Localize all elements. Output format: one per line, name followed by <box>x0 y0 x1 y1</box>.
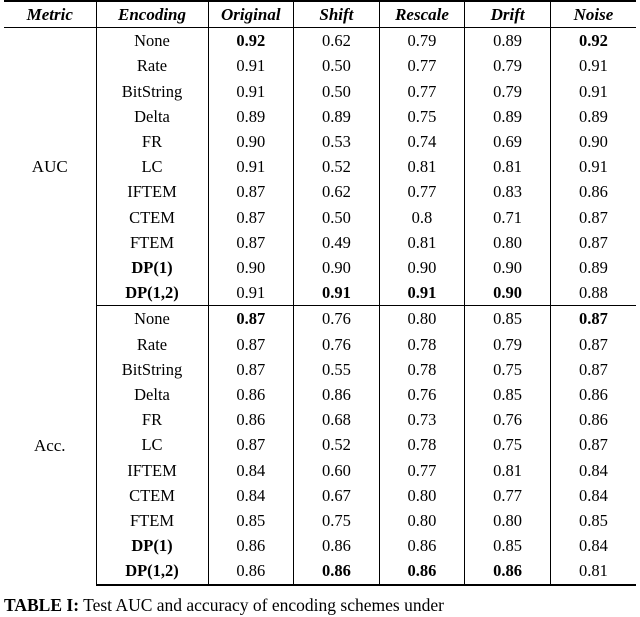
value-cell: 0.8 <box>379 205 465 230</box>
encoding-cell: DP(1,2) <box>96 558 208 584</box>
encoding-cell: BitString <box>96 79 208 104</box>
value-cell: 0.77 <box>379 458 465 483</box>
encoding-cell: DP(1) <box>96 255 208 280</box>
table-row <box>4 104 636 129</box>
value-cell: 0.84 <box>208 483 294 508</box>
metric-cell: Acc. <box>4 306 96 585</box>
value-cell: 0.75 <box>294 508 380 533</box>
value-cell: 0.76 <box>294 332 380 357</box>
value-cell: 0.62 <box>294 28 380 54</box>
value-cell: 0.90 <box>579 132 608 152</box>
column-header-encoding: Encoding <box>96 1 208 28</box>
value-cell: 0.86 <box>465 558 551 584</box>
encoding-cell: FR <box>96 407 208 432</box>
value-cell: 0.77 <box>465 483 551 508</box>
table-row <box>4 306 636 332</box>
value-cell: 0.89 <box>579 258 608 278</box>
value-cell: 0.50 <box>294 53 380 78</box>
value-cell: 0.75 <box>465 432 551 457</box>
value-cell: 0.79 <box>465 53 551 78</box>
table-caption <box>4 595 636 617</box>
value-cell: 0.86 <box>208 533 294 558</box>
encoding-cell: CTEM <box>96 205 208 230</box>
column-header-noise: Noise <box>550 1 636 28</box>
value-cell: 0.91 <box>379 280 465 306</box>
value-cell: 0.87 <box>579 232 608 252</box>
value-cell: 0.85 <box>465 382 551 407</box>
value-cell: 0.90 <box>465 255 551 280</box>
encoding-cell: Rate <box>96 332 208 357</box>
value-cell: 0.86 <box>208 407 294 432</box>
value-cell: 0.81 <box>550 558 636 584</box>
table-row <box>4 28 636 54</box>
column-header-shift: Shift <box>294 1 380 28</box>
value-cell: 0.84 <box>579 460 608 480</box>
encoding-cell: Delta <box>96 382 208 407</box>
value-cell: 0.60 <box>294 458 380 483</box>
value-cell: 0.80 <box>465 230 551 255</box>
table-header <box>4 1 636 28</box>
value-cell: 0.84 <box>579 485 608 505</box>
value-cell: 0.91 <box>579 56 608 76</box>
encoding-cell: DP(1,2) <box>96 280 208 306</box>
value-cell: 0.53 <box>294 129 380 154</box>
encoding-cell: DP(1) <box>96 533 208 558</box>
value-cell: 0.71 <box>465 205 551 230</box>
value-cell: 0.91 <box>208 154 294 179</box>
column-header-metric: Metric <box>4 1 96 28</box>
value-cell: 0.87 <box>208 432 294 457</box>
value-cell: 0.87 <box>579 309 608 329</box>
value-cell: 0.52 <box>294 432 380 457</box>
value-cell: 0.87 <box>208 179 294 204</box>
value-cell: 0.81 <box>465 154 551 179</box>
value-cell: 0.85 <box>465 306 551 332</box>
column-header-original: Original <box>208 1 294 28</box>
value-cell: 0.55 <box>294 357 380 382</box>
value-cell: 0.49 <box>294 230 380 255</box>
value-cell: 0.87 <box>579 207 608 227</box>
value-cell: 0.84 <box>208 458 294 483</box>
table-row <box>4 280 636 306</box>
value-cell: 0.91 <box>579 81 608 101</box>
value-cell: 0.79 <box>465 79 551 104</box>
value-cell: 0.92 <box>579 31 608 51</box>
table-row <box>4 382 636 407</box>
table-row <box>4 154 636 179</box>
encoding-cell: None <box>96 28 208 54</box>
value-cell: 0.78 <box>379 432 465 457</box>
column-header-drift: Drift <box>465 1 551 28</box>
value-cell: 0.87 <box>208 205 294 230</box>
value-cell: 0.78 <box>379 332 465 357</box>
value-cell: 0.87 <box>208 306 294 332</box>
value-cell: 0.87 <box>579 334 608 354</box>
value-cell: 0.80 <box>379 508 465 533</box>
value-cell: 0.86 <box>379 558 465 584</box>
results-table <box>4 0 636 586</box>
value-cell: 0.86 <box>294 533 380 558</box>
encoding-cell: LC <box>96 154 208 179</box>
table-row <box>4 332 636 357</box>
value-cell: 0.67 <box>294 483 380 508</box>
value-cell: 0.91 <box>579 157 608 177</box>
table-row <box>4 79 636 104</box>
value-cell: 0.86 <box>208 382 294 407</box>
value-cell: 0.62 <box>294 179 380 204</box>
value-cell: 0.87 <box>208 230 294 255</box>
value-cell: 0.86 <box>208 558 294 584</box>
value-cell: 0.76 <box>294 306 380 332</box>
table-row <box>4 407 636 432</box>
encoding-cell: Delta <box>96 104 208 129</box>
table-row <box>4 357 636 382</box>
value-cell: 0.81 <box>465 458 551 483</box>
value-cell: 0.75 <box>379 104 465 129</box>
value-cell: 0.80 <box>379 483 465 508</box>
caption-text: Test AUC and accuracy of encoding schemes under <box>83 594 444 615</box>
table-row <box>4 458 636 483</box>
value-cell: 0.90 <box>208 129 294 154</box>
value-cell: 0.85 <box>465 533 551 558</box>
table-row <box>4 432 636 457</box>
value-cell: 0.84 <box>579 536 608 556</box>
value-cell: 0.87 <box>208 357 294 382</box>
value-cell: 0.78 <box>379 357 465 382</box>
encoding-cell: FR <box>96 129 208 154</box>
value-cell: 0.86 <box>579 410 608 430</box>
table-row <box>4 558 636 584</box>
value-cell: 0.91 <box>208 53 294 78</box>
metric-cell: AUC <box>4 28 96 306</box>
value-cell: 0.77 <box>379 53 465 78</box>
value-cell: 0.69 <box>465 129 551 154</box>
value-cell: 0.75 <box>465 357 551 382</box>
value-cell: 0.87 <box>579 359 608 379</box>
value-cell: 0.91 <box>294 280 380 306</box>
header-row <box>4 1 636 28</box>
value-cell: 0.86 <box>379 533 465 558</box>
value-cell: 0.80 <box>379 306 465 332</box>
encoding-cell: None <box>96 306 208 332</box>
value-cell: 0.90 <box>465 280 551 306</box>
value-cell: 0.85 <box>208 508 294 533</box>
table-row <box>4 53 636 78</box>
value-cell: 0.80 <box>465 508 551 533</box>
caption-label: TABLE I: <box>4 594 80 615</box>
encoding-cell: CTEM <box>96 483 208 508</box>
table-row <box>4 129 636 154</box>
value-cell: 0.83 <box>465 179 551 204</box>
encoding-cell: FTEM <box>96 230 208 255</box>
encoding-cell: FTEM <box>96 508 208 533</box>
value-cell: 0.50 <box>294 205 380 230</box>
encoding-cell: Rate <box>96 53 208 78</box>
value-cell: 0.89 <box>294 104 380 129</box>
value-cell: 0.91 <box>208 280 294 306</box>
table-row <box>4 205 636 230</box>
column-header-rescale: Rescale <box>379 1 465 28</box>
value-cell: 0.89 <box>208 104 294 129</box>
value-cell: 0.79 <box>465 332 551 357</box>
value-cell: 0.68 <box>294 407 380 432</box>
value-cell: 0.77 <box>379 79 465 104</box>
table-row <box>4 508 636 533</box>
table-row <box>4 483 636 508</box>
encoding-cell: IFTEM <box>96 179 208 204</box>
value-cell: 0.76 <box>465 407 551 432</box>
value-cell: 0.79 <box>379 28 465 54</box>
value-cell: 0.74 <box>379 129 465 154</box>
value-cell: 0.81 <box>379 154 465 179</box>
value-cell: 0.86 <box>579 182 608 202</box>
value-cell: 0.81 <box>379 230 465 255</box>
value-cell: 0.89 <box>465 104 551 129</box>
table-row <box>4 179 636 204</box>
table-row <box>4 230 636 255</box>
value-cell: 0.92 <box>208 28 294 54</box>
value-cell: 0.86 <box>294 558 380 584</box>
encoding-cell: BitString <box>96 357 208 382</box>
value-cell: 0.87 <box>208 332 294 357</box>
value-cell: 0.90 <box>379 255 465 280</box>
value-cell: 0.77 <box>379 179 465 204</box>
value-cell: 0.88 <box>550 280 636 306</box>
value-cell: 0.73 <box>379 407 465 432</box>
value-cell: 0.89 <box>465 28 551 54</box>
value-cell: 0.90 <box>294 255 380 280</box>
encoding-cell: LC <box>96 432 208 457</box>
table-body <box>4 28 636 585</box>
value-cell: 0.86 <box>294 382 380 407</box>
value-cell: 0.85 <box>579 511 608 531</box>
value-cell: 0.76 <box>379 382 465 407</box>
value-cell: 0.90 <box>208 255 294 280</box>
table-row <box>4 255 636 280</box>
value-cell: 0.89 <box>579 106 608 126</box>
value-cell: 0.52 <box>294 154 380 179</box>
value-cell: 0.91 <box>208 79 294 104</box>
encoding-cell: IFTEM <box>96 458 208 483</box>
table-row <box>4 533 636 558</box>
value-cell: 0.50 <box>294 79 380 104</box>
value-cell: 0.87 <box>579 435 608 455</box>
value-cell: 0.86 <box>579 385 608 405</box>
